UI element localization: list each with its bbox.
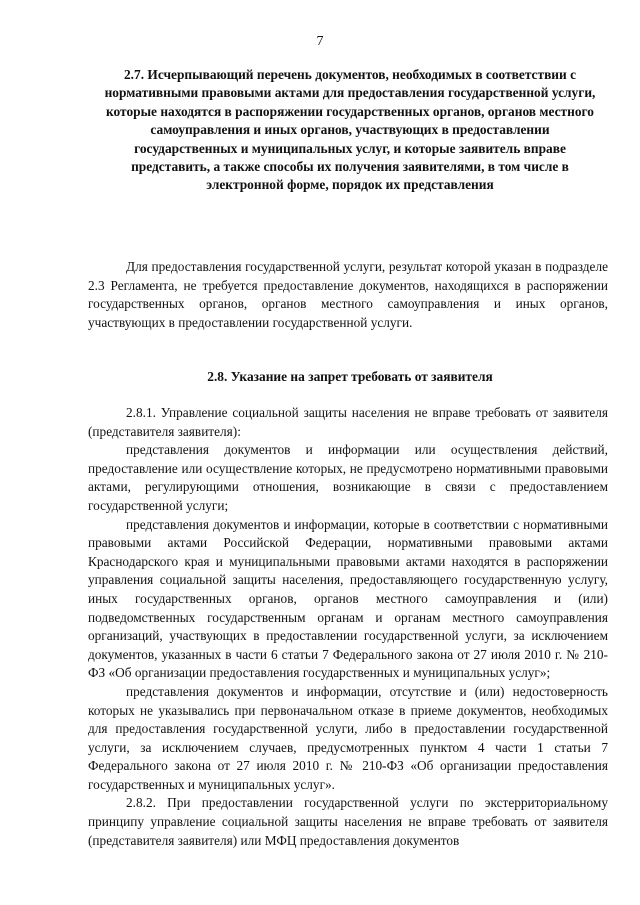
paragraph-2-8-2: 2.8.2. При предоставлении государственной услуги по экстерриториальному принципу управление социальной защиты населения не вправе требовать от заявителя (представителя заявителя) или МФЦ предоставления документов <box>88 795 608 848</box>
section-2-8-body <box>88 404 608 850</box>
paragraph-2-8-1: 2.8.1. Управление социальной защиты населения не вправе требовать от заявителя (представителя заявителя): <box>88 405 608 439</box>
section-2-7-heading: 2.7. Исчерпывающий перечень документов, необходимых в соответствии с нормативными правовыми актами для предоставления государственной услуги, которые находятся в распоряжении государственных органов, органов местного самоуправления и иных органов, участвующих в предоставлении государственных и муниципальных услуг, и которые заявитель вправе представить, а также способы их получения заявителями, в том числе в электронной форме, порядок их представления <box>104 67 596 193</box>
list-item: представления документов и информации, которые в соответствии с нормативными правовыми актами Российской Федерации, нормативными правовыми актами Краснодарского края и муниципальными правовыми актами находятся в распоряжении управления социальной защиты населения, предоставляющего государственную услугу, иных государственных органов, органов местного самоуправления и (или) подведомственных государственным органам и органам местного самоуправления организаций, участвующих в предоставлении государственной услуги, за исключением документов, указанных в части 6 статьи 7 Федерального закона от 27 июля 2010 г. № 210-ФЗ «Об организации предоставления государственных и муниципальных услуг»; <box>88 516 608 681</box>
section-2-7-paragraph: Для предоставления государственной услуги, результат которой указан в подразделе 2.3 Регламента, не требуется предоставление документов, находящихся в распоряжении государственных органов, органов местного самоуправления и иных органов, участвующих в предоставлении государственной услуги. <box>88 259 608 330</box>
list-item: представления документов и информации, отсутствие и (или) недостоверность которых не указывались при первоначальном отказе в приеме документов, необходимых для предоставления государственной услуги, либо в предоставлении государственной услуги, за исключением случаев, предусмотренных пунктом 4 части 1 статьи 7 Федерального закона от 27 июля 2010 г. № 210-ФЗ «Об организации предоставления государственных и муниципальных услуг». <box>88 683 608 792</box>
section-2-8-heading: 2.8. Указание на запрет требовать от заявителя <box>207 369 493 384</box>
list-item: представления документов и информации или осуществления действий, предоставление или осуществление которых, не предусмотрено нормативными правовыми актами, регулирующими отношения, возникающие в связи с предоставлением государственной услуги; <box>88 442 608 513</box>
page-number: 7 <box>316 34 324 49</box>
